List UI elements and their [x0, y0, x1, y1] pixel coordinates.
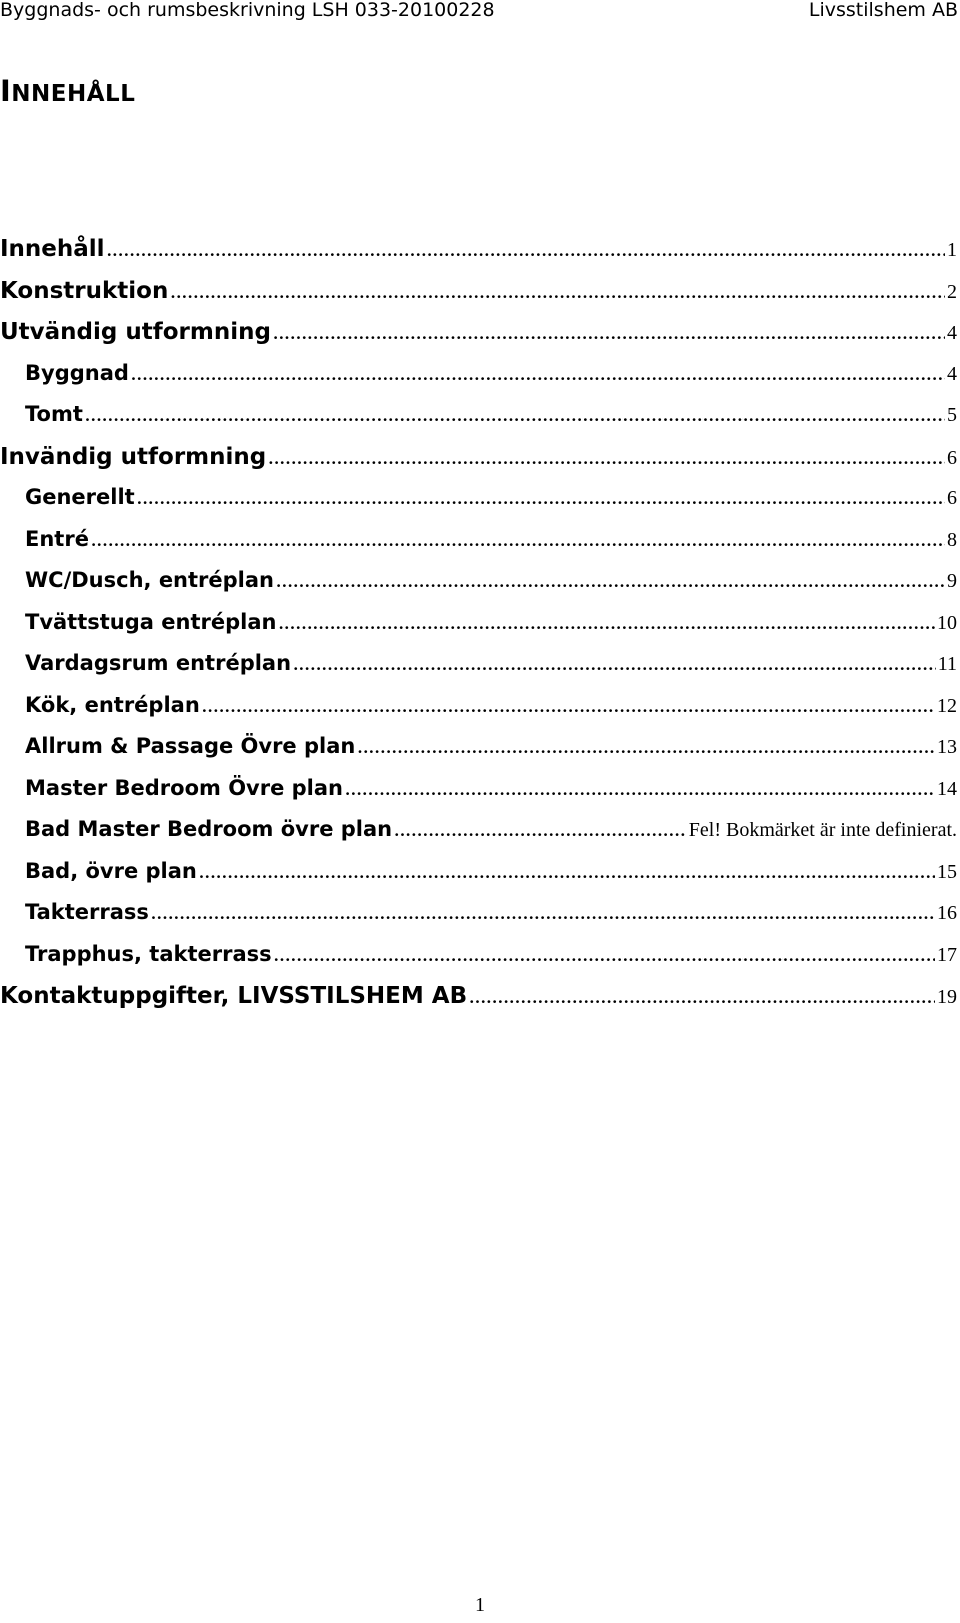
- toc-entry-konstruktion[interactable]: Konstruktion ..... 2: [0, 278, 957, 320]
- table-of-contents: [0, 236, 957, 1025]
- toc-entry-takterrass[interactable]: Takterrass ..... 16: [0, 900, 957, 942]
- toc-entry-wc-dusch[interactable]: WC/Dusch, entréplan ..... 9: [0, 568, 957, 610]
- toc-entry-byggnad[interactable]: Byggnad ..... 4: [0, 361, 957, 403]
- page-header: [0, 0, 958, 24]
- title-initial: I: [0, 74, 12, 108]
- toc-entry-invandig-utformning[interactable]: Invändig utformning ..... 6: [0, 444, 957, 486]
- document-title-header: Byggnads- och rumsbeskrivning LSH 033-20100228: [0, 0, 495, 21]
- toc-entry-allrum-passage[interactable]: Allrum & Passage Övre plan ..... 13: [0, 734, 957, 776]
- toc-entry-vardagsrum[interactable]: Vardagsrum entréplan ..... 11: [0, 651, 957, 693]
- toc-entry-trapphus[interactable]: Trapphus, takterrass ..... 17: [0, 942, 957, 984]
- toc-entry-bad-ovre-plan[interactable]: Bad, övre plan ..... 15: [0, 859, 957, 901]
- toc-entry-tvattstuga[interactable]: Tvättstuga entréplan ..... 10: [0, 610, 957, 652]
- page-title: [0, 74, 135, 108]
- title-rest: NNEHÅLL: [11, 81, 136, 107]
- company-name-header: Livsstilshem AB: [808, 0, 958, 21]
- toc-entry-bad-master-bedroom[interactable]: Bad Master Bedroom övre plan ..... Fel! Bokmärket är inte definierat.: [0, 817, 957, 859]
- page-number: 1: [475, 1594, 485, 1616]
- toc-entry-master-bedroom[interactable]: Master Bedroom Övre plan ..... 14: [0, 776, 957, 818]
- toc-entry-utvandig-utformning[interactable]: Utvändig utformning ..... 4: [0, 319, 957, 361]
- toc-entry-kok[interactable]: Kök, entréplan ..... 12: [0, 693, 957, 735]
- toc-entry-tomt[interactable]: Tomt ..... 5: [0, 402, 957, 444]
- toc-entry-entre[interactable]: Entré ..... 8: [0, 527, 957, 569]
- toc-entry-generellt[interactable]: Generellt ..... 6: [0, 485, 957, 527]
- toc-entry-innehall[interactable]: Innehåll ..... 1: [0, 236, 957, 278]
- toc-entry-kontaktuppgifter[interactable]: Kontaktuppgifter, LIVSSTILSHEM AB ..... 19: [0, 983, 957, 1025]
